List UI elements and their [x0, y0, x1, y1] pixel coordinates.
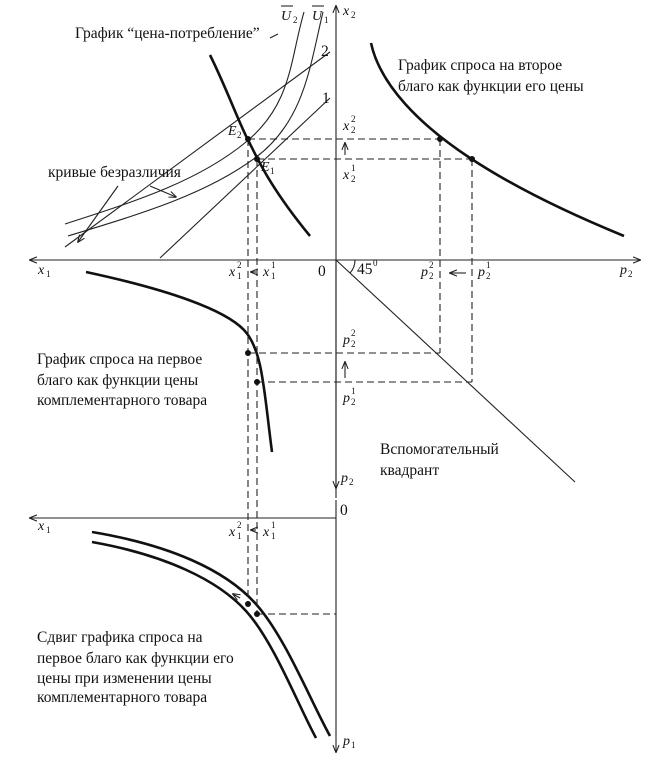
svg-text:E: E [228, 124, 237, 139]
svg-text:U: U [312, 9, 323, 24]
svg-text:2: 2 [628, 269, 633, 279]
svg-text:45: 45 [357, 261, 373, 278]
svg-text:1: 1 [270, 166, 275, 176]
svg-text:2: 2 [293, 15, 298, 25]
svg-text:x: x [229, 525, 236, 540]
p2-down-axis-label [340, 471, 354, 487]
svg-text:p: p [343, 391, 350, 406]
svg-text:x: x [343, 168, 350, 183]
x22-label [342, 114, 356, 135]
point-demand1-a [245, 350, 251, 356]
aux-title-line2: квадрант [380, 462, 440, 479]
svg-text:p: p [341, 471, 348, 486]
budget-2-label: 2 [321, 43, 329, 60]
svg-text:x: x [38, 263, 45, 278]
x11-lower-label [262, 520, 276, 541]
svg-text:2: 2 [351, 10, 356, 20]
budget-line-1 [160, 98, 330, 258]
svg-text:1: 1 [237, 531, 242, 541]
svg-text:x: x [263, 525, 270, 540]
aux-title-line1: Вспомогательный [380, 441, 499, 458]
angle-arc [350, 260, 355, 273]
x11-label [262, 260, 276, 281]
svg-text:x: x [343, 4, 350, 19]
u2-label [281, 6, 298, 25]
price-consumption-curve [210, 55, 310, 236]
budget-1-label: 1 [322, 90, 330, 107]
svg-text:2: 2 [237, 260, 242, 270]
svg-text:2: 2 [486, 271, 491, 281]
svg-text:U: U [281, 9, 292, 24]
svg-text:2: 2 [351, 339, 356, 349]
indifference-curve-u2 [65, 12, 304, 224]
svg-text:1: 1 [351, 740, 356, 750]
svg-text:1: 1 [237, 271, 242, 281]
svg-text:2: 2 [351, 174, 356, 184]
svg-text:1: 1 [46, 525, 51, 535]
svg-text:2: 2 [237, 520, 242, 530]
svg-text:1: 1 [351, 163, 356, 173]
demand1-title-line1: График спроса на первое [37, 351, 203, 368]
svg-text:p: p [343, 734, 350, 749]
demand2-title-line1: График спроса на второе [398, 57, 563, 74]
svg-text:E: E [261, 160, 270, 175]
p21-label [477, 260, 491, 281]
svg-text:1: 1 [324, 15, 329, 25]
x1-lower-axis-label [37, 519, 51, 535]
x12-label [228, 260, 242, 281]
svg-text:1: 1 [271, 520, 276, 530]
point-e2 [245, 136, 251, 142]
origin-label: 0 [318, 263, 326, 280]
indifference-curves-title: кривые безразличия [48, 164, 181, 181]
x21-label [342, 163, 356, 184]
svg-text:1: 1 [271, 271, 276, 281]
svg-text:2: 2 [351, 397, 356, 407]
p2-axis-label [619, 263, 633, 279]
svg-text:p: p [620, 263, 627, 278]
budget-line-2 [65, 52, 330, 247]
shift-title-line1: Сдвиг графика спроса на [37, 629, 203, 646]
e2-label [227, 124, 242, 140]
svg-text:x: x [229, 265, 236, 280]
svg-text:0: 0 [373, 258, 378, 268]
svg-text:2: 2 [429, 271, 434, 281]
p22-vertical-label [342, 328, 356, 349]
point-demand2-a [437, 136, 443, 142]
svg-text:1: 1 [486, 260, 491, 270]
demand1-title-line3: комплементарного товара [37, 392, 208, 409]
svg-text:x: x [263, 265, 270, 280]
svg-text:1: 1 [351, 386, 356, 396]
pcc-title: График “цена-потребление” [75, 25, 260, 42]
shift-title-line3: цены при изменении цены [37, 670, 212, 687]
svg-text:2: 2 [351, 125, 356, 135]
svg-text:2: 2 [351, 114, 356, 124]
pointer-indiff-1 [78, 186, 118, 242]
point-demand2-b [469, 156, 475, 162]
pointer-pcc [270, 34, 278, 38]
e1-label [260, 160, 275, 176]
svg-text:1: 1 [271, 531, 276, 541]
svg-text:p: p [343, 333, 350, 348]
x1-axis-label [37, 263, 51, 279]
demand2-title-line2: благо как функции его цены [398, 78, 584, 95]
pointer-indiff-2 [150, 186, 176, 197]
p21-vertical-label [342, 386, 356, 407]
x2-axis-label [342, 4, 356, 20]
p22-label [420, 260, 434, 281]
angle-label [357, 258, 378, 278]
x12-lower-label [228, 520, 242, 541]
svg-text:p: p [478, 265, 485, 280]
shift-title-line2: первое благо как функции его [37, 650, 234, 667]
svg-text:x: x [38, 519, 45, 534]
point-shift-b [254, 611, 260, 617]
svg-text:2: 2 [429, 260, 434, 270]
svg-text:p: p [421, 265, 428, 280]
svg-text:x: x [343, 119, 350, 134]
point-e1 [254, 156, 260, 162]
point-demand1-b [254, 379, 260, 385]
point-shift-a [245, 601, 251, 607]
p1-axis-label [342, 734, 356, 750]
demand1-title-line2: благо как функции цены [37, 372, 199, 389]
arrow-shift [233, 594, 240, 598]
svg-text:2: 2 [237, 130, 242, 140]
origin-lower-label: 0 [340, 502, 348, 519]
svg-text:1: 1 [46, 269, 51, 279]
svg-text:1: 1 [271, 260, 276, 270]
u1-label [312, 6, 329, 25]
svg-text:2: 2 [349, 477, 354, 487]
shift-title-line4: комплементарного товара [37, 689, 208, 706]
svg-text:2: 2 [351, 328, 356, 338]
